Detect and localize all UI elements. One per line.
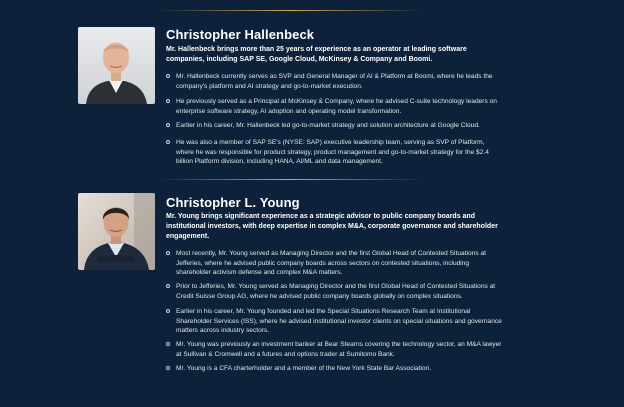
top-divider bbox=[155, 10, 425, 11]
photo-hallenbeck bbox=[78, 27, 155, 104]
bullet-dot-icon bbox=[166, 99, 170, 103]
bullet-dot-icon bbox=[166, 74, 170, 78]
bullet-item: Earlier in his career, Mr. Young founded and led the Special Situations Research Team at Institutional Shareholder Services (ISS), where he advised institutional investor clients on special situations and governance matters across industry sectors. bbox=[166, 307, 502, 336]
person-name-hallenbeck: Christopher Hallenbeck bbox=[166, 27, 315, 42]
bullet-item: Mr. Hallenbeck currently serves as SVP and General Manager of AI & Platform at Boomi, where he leads the company's platform and AI strategy and go-to-market execution. bbox=[166, 72, 502, 91]
photo-young bbox=[78, 193, 155, 270]
bullet-item: Mr. Young was previously an investment banker at Bear Stearns covering the technology sector, an M&A lawyer at Sullivan & Cromwell and a futures and options trader at Sumitomo Bank. bbox=[166, 340, 502, 359]
bullet-dot-icon bbox=[166, 342, 170, 346]
section-divider bbox=[155, 179, 425, 180]
person-name-young: Christopher L. Young bbox=[166, 195, 300, 210]
bullet-dot-icon bbox=[166, 140, 170, 144]
person-summary-hallenbeck: Mr. Hallenbeck brings more than 25 years of experience as an operator at leading software companies, including SAP SE, Google Cloud, McKinsey & Company and Boomi. bbox=[166, 46, 467, 63]
bullet-item: He previously served as a Principal at McKinsey & Company, where he advised C-suite technology leaders on enterprise software strategy, AI adoption and operating model transformation. bbox=[166, 97, 502, 116]
bullet-item: Prior to Jefferies, Mr. Young served as Managing Director and the first Global Head of Contested Situations at Credit Suisse Group AG, where he advised public company boards globally on complex situations. bbox=[166, 282, 502, 301]
bullet-dot-icon bbox=[166, 309, 170, 313]
bullet-item: He was also a member of SAP SE's (NYSE: SAP) executive leadership team, serving as SVP of Platform, where he was responsible for product strategy, product management and go-to-market strategy for the $2.4 billion Platform division, including HANA, AI/ML and data management. bbox=[166, 138, 502, 167]
bullet-dot-icon bbox=[166, 251, 170, 255]
bullet-item: Mr. Young is a CFA charterholder and a member of the New York State Bar Association. bbox=[166, 364, 502, 374]
person-summary-young: Mr. Young brings significant experience as a strategic advisor to public company boards and institutional investors, with deep expertise in complex M&A, corporate governance and shareholder engagement. bbox=[166, 213, 498, 240]
bullet-dot-icon bbox=[166, 284, 170, 288]
bullet-item: Earlier in his career, Mr. Hallenbeck led go-to-market strategy and solution architecture at Google Cloud. bbox=[166, 121, 502, 131]
bullet-dot-icon bbox=[166, 123, 170, 127]
bullet-item: Most recently, Mr. Young served as Managing Director and the first Global Head of Contested Situations at Jefferies, where he advised public company boards across sectors on contested situations, including shareholder activism defense and complex M&A matters. bbox=[166, 249, 502, 278]
bullet-dot-icon bbox=[166, 366, 170, 370]
